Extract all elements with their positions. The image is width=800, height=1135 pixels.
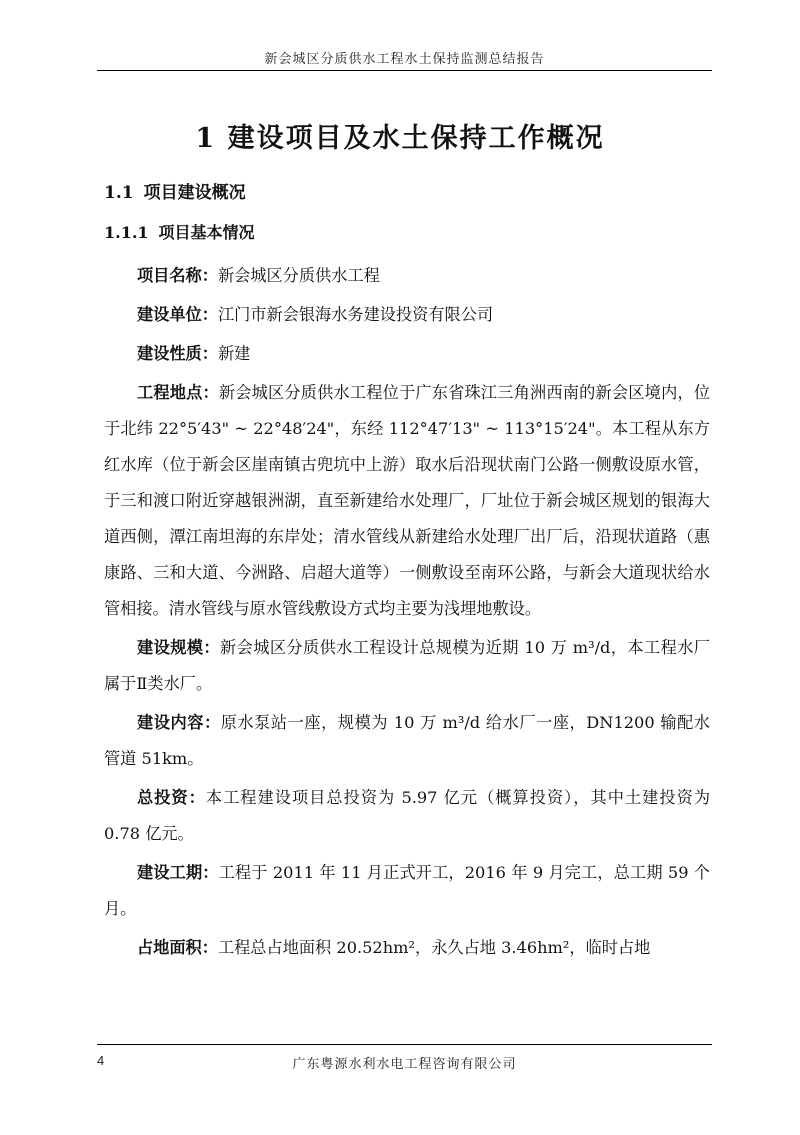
- item-text: 新会城区分质供水工程位于广东省珠江三角洲西南的新会区境内，位于北纬 22°5′43" ~ 22°48′24"，东经 112°47′13" ~ 113°15′24"。本工程从东方红水库（位于新会区崖南镇古兜坑中上游）取水后沿现状南门公路一侧敷设原水管，于三和渡口附近穿越银洲湖，直至新建给水处理厂，厂址位于新会城区规划的银海大道西侧，潭江南坦海的东岸处；清水管线从新建给水处理厂出厂后，沿现状道路（惠康路、三和大道、今洲路、启超大道等）一侧敷设至南环公路，与新会大道现状给水管相接。清水管线与原水管线敷设方式均主要为浅埋地敷设。: [104, 383, 711, 618]
- item-text: 本工程建设项目总投资为 5.97 亿元（概算投资），其中土建投资为 0.78 亿元。: [104, 788, 711, 843]
- item-text: 原水泵站一座，规模为 10 万 m³/d 给水厂一座，DN1200 输配水管道 51km。: [104, 713, 710, 768]
- item-label: 建设单位：: [137, 305, 218, 324]
- item-label: 建设内容：: [137, 713, 221, 732]
- page-number: 4: [97, 1053, 105, 1068]
- paragraph-total-investment: [104, 780, 710, 852]
- footer-company: 广东粤源水利水电工程咨询有限公司: [292, 1057, 517, 1072]
- item-text: 新会城区分质供水工程设计总规模为近期 10 万 m³/d，本工程水厂属于Ⅱ类水厂。: [104, 638, 710, 693]
- item-text: 工程于 2011 年 11 月正式开工，2016 年 9 月完工，总工期 59 个月。: [104, 863, 710, 918]
- subsection-title: 项目基本情况: [158, 223, 255, 242]
- item-text: 工程总占地面积 20.52hm²，永久占地 3.46hm²，临时占地: [217, 938, 651, 957]
- running-header: [97, 48, 712, 71]
- paragraph-project-location: [104, 375, 710, 627]
- section-title: 项目建设概况: [143, 183, 246, 203]
- paragraph-land-area: [104, 930, 710, 966]
- paragraph-construction-unit: [104, 297, 710, 333]
- item-label: 建设工期：: [137, 863, 219, 882]
- paragraph-construction-content: [104, 705, 710, 777]
- item-text: 新建: [217, 344, 251, 363]
- running-footer: [97, 1044, 712, 1072]
- paragraph-construction-nature: [104, 336, 710, 372]
- item-text: 江门市新会银海水务建设投资有限公司: [217, 305, 494, 324]
- paragraph-project-name: [104, 258, 710, 294]
- section-number: 1.1: [104, 183, 134, 203]
- chapter-title: 1 建设项目及水土保持工作概况: [195, 123, 605, 154]
- item-label: 建设性质：: [137, 344, 218, 363]
- section-heading: [104, 178, 246, 203]
- paragraph-construction-scale: [104, 630, 710, 702]
- header-title: 新会城区分质供水工程水土保持监测总结报告: [264, 52, 545, 67]
- item-text: 新会城区分质供水工程: [217, 266, 380, 285]
- item-label: 建设规模：: [137, 638, 221, 657]
- body-text: [104, 258, 710, 969]
- paragraph-construction-period: [104, 855, 710, 927]
- subsection-heading: [104, 220, 255, 243]
- item-label: 工程地点：: [137, 383, 219, 402]
- item-label: 总投资：: [137, 788, 206, 807]
- item-label: 占地面积：: [137, 938, 218, 957]
- item-label: 项目名称：: [137, 266, 218, 285]
- subsection-number: 1.1.1: [104, 223, 149, 242]
